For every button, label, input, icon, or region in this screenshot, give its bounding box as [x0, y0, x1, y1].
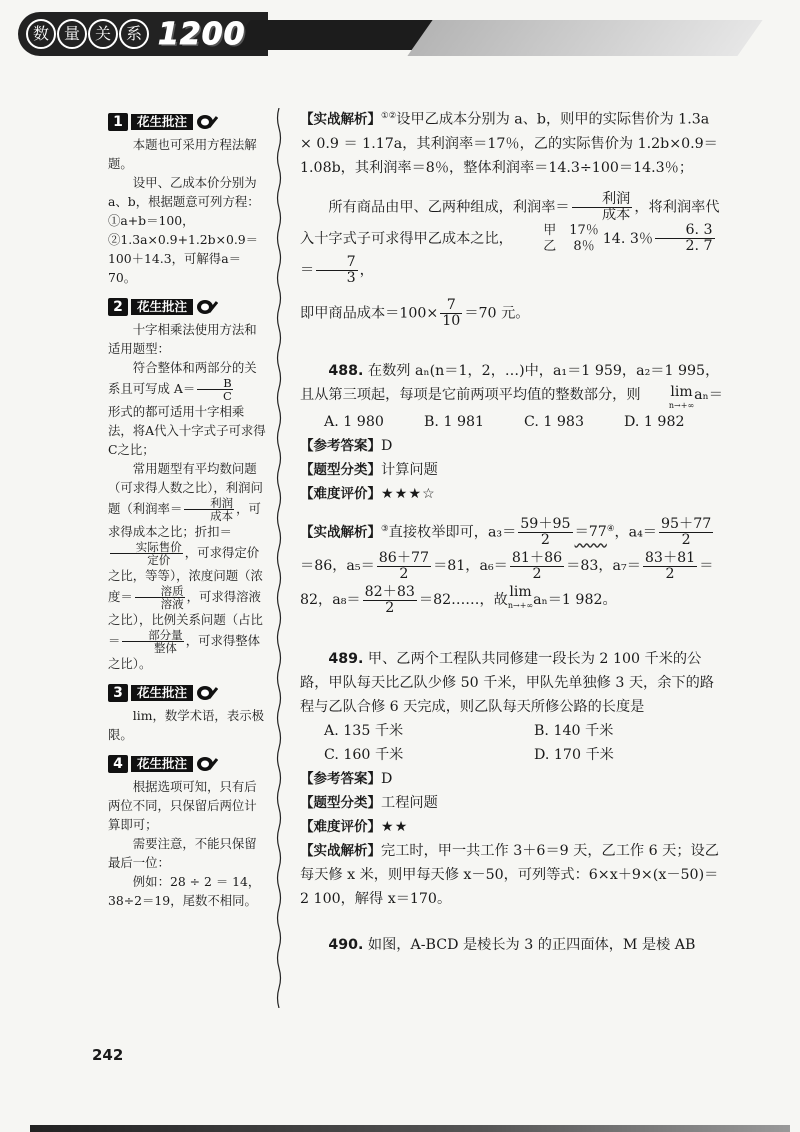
- fraction: [655, 223, 714, 254]
- note-text: lim，数学术语，表示极限。: [108, 708, 264, 742]
- series-char: 量: [57, 19, 87, 49]
- analysis-text: ，a₄＝: [614, 524, 657, 541]
- series-title: [26, 18, 246, 50]
- wavy-underlined: [516, 515, 607, 548]
- note-number: 4: [108, 755, 128, 773]
- series-char: 关: [88, 19, 118, 49]
- fraction: [440, 298, 462, 329]
- main-content: [300, 104, 725, 957]
- analysis-paragraph: [300, 298, 725, 329]
- lim-sub: n→+∞: [507, 601, 534, 611]
- stem-text: 如图，A‐BCD 是棱长为 3 的正四面体，M 是棱 AB: [367, 937, 696, 954]
- note-text-part: ，可求得溶液之比），比例关系问题（占比＝: [108, 589, 263, 648]
- analysis-text: ＝83，a₇＝: [566, 558, 641, 575]
- cross-mid: 14. 3％: [602, 230, 654, 247]
- frac-den: 定价: [147, 553, 171, 567]
- analysis-text: ＝77: [574, 524, 607, 541]
- peanut-pencil-icon: [196, 298, 218, 316]
- answer-line: [300, 434, 725, 458]
- fraction: [572, 192, 633, 223]
- frac-den: 2: [532, 565, 542, 582]
- cross-bottom: 乙 8％: [543, 238, 595, 254]
- note-2: [108, 297, 266, 673]
- option-d: D. 170 千米: [534, 747, 614, 764]
- question-488: [300, 359, 725, 618]
- answer-line: [300, 767, 725, 791]
- stem-text: aₙ＝: [694, 386, 723, 403]
- frac-den: 2: [385, 599, 395, 616]
- option-c: C. 1 983: [524, 413, 584, 430]
- analysis-paragraph: [300, 512, 725, 618]
- analysis-text: aₙ＝1 982。: [533, 592, 617, 609]
- note-header: [108, 683, 266, 703]
- type-line: [300, 458, 725, 482]
- analysis-paragraph: [300, 104, 725, 180]
- note-text: [108, 358, 266, 402]
- analysis-text: ＝86，a₅＝: [300, 558, 375, 575]
- banner-swoosh-light: [407, 20, 762, 56]
- analysis-text: ＝81，a₆＝: [433, 558, 508, 575]
- section-label: 【实战解析】: [300, 843, 381, 860]
- lim-word: lim: [509, 584, 532, 601]
- note-title: 花生批注: [131, 299, 193, 315]
- answer-value: D: [381, 437, 393, 454]
- note-text: 根据选项可知，只有后两位不同，只保留后两位计算即可；: [108, 779, 257, 832]
- analysis-text: 直接枚举即可，a₃＝: [388, 524, 517, 541]
- note-number: 1: [108, 113, 128, 131]
- frac-num: 实际售价: [110, 541, 183, 554]
- question-489: [300, 647, 725, 911]
- note-1: [108, 112, 266, 287]
- frac-den: C: [223, 389, 232, 403]
- analysis-text: ＝70 元。: [464, 305, 530, 322]
- option-c: C. 160 千米: [324, 747, 404, 764]
- analysis-text: 完工时，甲一共工作 3＋6＝9 天，乙工作 6 天；设乙每天修 x 米，则甲每天修 x－50，可列等式：6×x＋9×(x－50)＝2 100，解得 x＝170。: [300, 843, 719, 908]
- note-text: 例如：28 ÷ 2 ＝ 14，38÷2＝19，尾数不相同。: [108, 874, 261, 908]
- frac-den: 2. 7: [685, 238, 713, 255]
- frac-den: 2: [540, 531, 550, 548]
- frac-num: 7: [440, 298, 462, 314]
- limit-symbol: [508, 583, 533, 610]
- frac-den: 2: [665, 565, 675, 582]
- note-text-part: 常用题型有平均数问题（可求得人数之比），利润问题（利润率＝: [108, 461, 263, 516]
- note-text: 十字相乘法使用方法和适用题型：: [108, 322, 257, 356]
- analysis-text: ＝82……，故: [418, 592, 508, 609]
- frac-num: 7: [316, 255, 357, 271]
- peanut-pencil-icon: [196, 755, 218, 773]
- section-label: 【难度评价】: [300, 819, 381, 836]
- frac-num: 83＋81: [644, 549, 696, 566]
- note-text-part: ，可求得整体之比）。: [108, 633, 261, 671]
- option-d: D. 1 982: [624, 413, 685, 430]
- question-490: [300, 933, 725, 957]
- difficulty-line: [300, 815, 725, 839]
- note-number: 2: [108, 298, 128, 316]
- frac-den: 溶液: [160, 597, 184, 611]
- note-text: 设甲、乙成本价分别为a、b，根据题意可列方程：①a+b＝100，②1.3a×0.9+1.2b×0.9＝100＋14.3，可解得a＝70。: [108, 175, 260, 285]
- fraction: [377, 551, 431, 582]
- fraction: [316, 255, 357, 286]
- fraction: [197, 377, 233, 402]
- fraction: [110, 541, 183, 566]
- fraction: [122, 629, 183, 654]
- type-value: 计算问题: [381, 461, 438, 478]
- page-number: 242: [92, 1046, 124, 1064]
- frac-den: 2: [399, 565, 409, 582]
- fraction: [659, 517, 713, 548]
- question-stem: [300, 359, 725, 410]
- section-label: 【题型分类】: [300, 795, 381, 812]
- header-banner: [0, 0, 800, 62]
- note-text: [108, 459, 266, 673]
- frac-num: 95＋77: [660, 515, 712, 532]
- footnote-mark: ④: [606, 523, 615, 534]
- series-number: 1200: [158, 16, 246, 52]
- series-chars: [26, 19, 150, 49]
- fraction: [510, 551, 564, 582]
- series-char: 系: [119, 19, 149, 49]
- frac-num: 6. 3: [655, 223, 714, 239]
- difficulty-stars: ★★★☆: [381, 485, 436, 502]
- footnote-mark: ①②: [381, 111, 397, 121]
- series-char: 数: [26, 19, 56, 49]
- frac-num: B: [197, 377, 233, 390]
- note-text: 本题也可采用方程法解题。: [108, 137, 257, 171]
- frac-num: 溶质: [135, 585, 185, 598]
- type-value: 工程问题: [381, 795, 438, 812]
- note-text-part: ，可求得定价之比，等等），浓度问题（浓度＝: [108, 545, 263, 604]
- note-header: [108, 112, 266, 132]
- note-title: 花生批注: [131, 685, 193, 701]
- bottom-bar: [30, 1125, 790, 1132]
- question-number: 488.: [328, 362, 364, 379]
- option-b: B. 1 981: [424, 413, 485, 430]
- fraction: [184, 497, 234, 522]
- analysis-text: 设甲乙成本分别为 a、b，则甲的实际售价为 1.3a × 0.9 ＝ 1.17a，其利润率＝17％，乙的实际售价为 1.2b×0.9＝1.08b，其利润率＝8％，整体利润率＝14.3÷100＝14.3％；: [300, 111, 718, 176]
- note-text: 形式的都可适用十字相乘法，将A代入十字式子可求得C之比；: [108, 404, 266, 457]
- note-header: [108, 297, 266, 317]
- frac-num: 81＋86: [511, 549, 563, 566]
- note-text-part: 符合整体和两部分的关系且可写成 A＝: [108, 360, 257, 396]
- analysis-paragraph: 所有商品由甲、乙两种组成，利润率＝ $\frac{\text{利润}}{\text{成本}}$ ，将利润率代入十字式子可求得甲乙成本之比， 甲 17％ 乙 8％ 14. 3％ $\frac{6. 3}{2. 7}$ ＝ $\frac{7}{3}$ ，: [300, 190, 720, 286]
- section-label: 【难度评价】: [300, 485, 381, 502]
- question-number: 490.: [328, 937, 364, 954]
- frac-den: 3: [346, 269, 356, 286]
- note-3: [108, 683, 266, 744]
- frac-den: 成本: [601, 206, 631, 223]
- frac-den: 整体: [153, 641, 177, 655]
- question-number: 489.: [328, 651, 364, 668]
- peanut-pencil-icon: [196, 113, 218, 131]
- fraction: [363, 585, 417, 616]
- frac-num: 82＋83: [364, 583, 415, 600]
- analysis-487: [300, 104, 725, 329]
- answer-value: D: [381, 771, 393, 788]
- sidebar-notes: [108, 112, 266, 920]
- fraction: [135, 585, 185, 610]
- lim-sub: n→+∞: [668, 400, 695, 410]
- type-line: [300, 791, 725, 815]
- analysis-text: ，将利润率代入十字式子可求得甲乙成本之比，: [300, 199, 720, 247]
- frac-num: 部分量: [122, 629, 183, 642]
- column-divider: [276, 108, 282, 1008]
- section-label: 【实战解析】: [300, 111, 381, 128]
- section-label: 【实战解析】: [300, 524, 381, 541]
- frac-den: 10: [442, 312, 461, 329]
- peanut-pencil-icon: [196, 684, 218, 702]
- section-label: 【参考答案】: [300, 771, 381, 788]
- cross-diagram: [515, 223, 599, 255]
- section-label: 【参考答案】: [300, 437, 381, 454]
- options: [324, 410, 725, 434]
- stem-text: 在数列 aₙ(n＝1，2，…)中，a₁＝1 959，a₂＝1 995，且从第三项起，每项是它前两项平均值的整数部分，则: [300, 362, 720, 403]
- fraction: [518, 517, 572, 548]
- note-4: [108, 754, 266, 910]
- frac-den: 成本: [210, 509, 234, 523]
- frac-num: 59＋95: [520, 515, 571, 532]
- frac-den: 2: [681, 531, 691, 548]
- frac-num: 利润: [184, 497, 234, 510]
- option-a: A. 1 980: [324, 413, 384, 430]
- limit-symbol: [641, 383, 695, 410]
- fraction: [643, 551, 697, 582]
- lim-word: lim: [670, 383, 693, 400]
- question-stem: [300, 647, 725, 719]
- section-label: 【题型分类】: [300, 461, 381, 478]
- stem-text: 甲、乙两个工程队共同修建一段长为 2 100 千米的公路，甲队每天比乙队少修 50 千米，甲队先单独修 3 天，余下的路程与乙队合修 6 天完成，则乙队每天所修公路的长度是: [300, 651, 714, 716]
- options: [324, 719, 725, 767]
- option-b: B. 140 千米: [534, 723, 614, 740]
- cross-top: 甲 17％: [543, 222, 599, 238]
- note-number: 3: [108, 684, 128, 702]
- question-stem: [300, 933, 725, 957]
- frac-num: 利润: [572, 192, 633, 208]
- difficulty-line: [300, 482, 725, 506]
- difficulty-stars: ★★: [381, 819, 409, 836]
- analysis-text: ＝82，a₈＝: [300, 558, 714, 609]
- note-title: 花生批注: [131, 756, 193, 772]
- analysis-paragraph: [300, 839, 725, 911]
- note-text-part: ，可求得成本之比；折扣＝: [108, 501, 261, 539]
- frac-num: 86＋77: [378, 549, 430, 566]
- footnote-mark: ③: [381, 523, 389, 534]
- analysis-text: 所有商品由甲、乙两种组成，利润率＝: [328, 199, 570, 216]
- note-title: 花生批注: [131, 114, 193, 130]
- option-a: A. 135 千米: [324, 723, 404, 740]
- note-header: [108, 754, 266, 774]
- note-text: 需要注意，不能只保留最后一位：: [108, 836, 257, 870]
- analysis-text: ＝: [300, 262, 315, 279]
- analysis-text: 即甲商品成本＝100×: [300, 305, 439, 322]
